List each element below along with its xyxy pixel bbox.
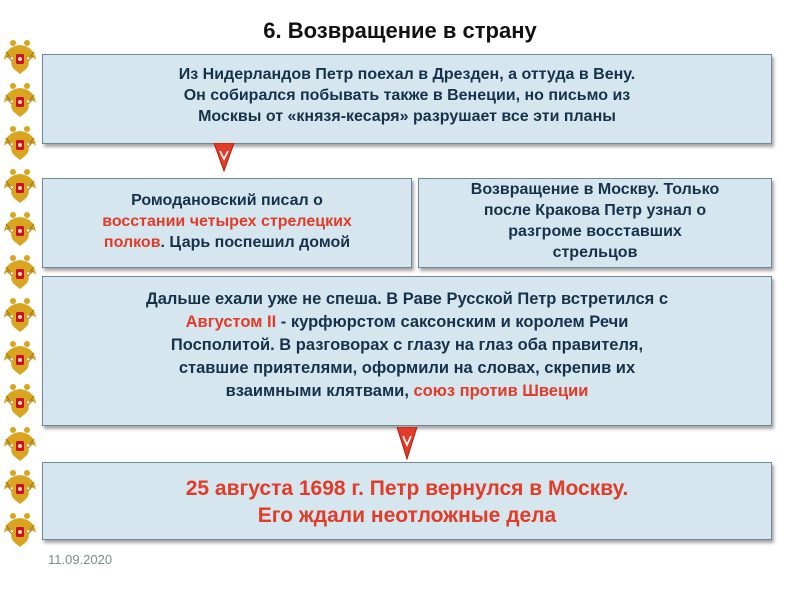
highlight-regiments: полков: [103, 234, 161, 251]
text-block-return-moscow: [418, 178, 772, 268]
block3-line: после Кракова Петр узнал о: [483, 202, 707, 219]
block5-line: 25 августа 1698 г. Петр вернулся в Москву.: [185, 477, 629, 500]
russian-eagle-icon: [2, 337, 38, 377]
block4-line-rest: - курфюрстом саксонским и королем Речи: [276, 313, 629, 331]
block3-line: Возвращение в Москву. Только: [470, 181, 720, 198]
russian-eagle-icon: [2, 165, 38, 205]
block1-line: Москвы от «князя-кесаря» разрушает все эти планы: [198, 108, 616, 125]
block5-line: Его ждали неотложные дела: [257, 504, 557, 527]
block1-line: Он собирался побывать также в Венеции, но письмо из: [183, 87, 631, 104]
highlight-uprising: восстании четырех стрелецких: [102, 213, 352, 230]
block3-line: разгроме восставших: [508, 223, 682, 240]
block4-line: Посполитой. В разговорах с глазу на глаз оба правителя,: [170, 336, 644, 354]
block2-line: Ромодановский писал о: [131, 192, 323, 209]
block3-line: стрельцов: [552, 244, 638, 261]
russian-eagle-icon: [2, 294, 38, 334]
block4-line: Дальше ехали уже не спеша. В Раве Русской Петр встретился с: [145, 290, 669, 308]
down-arrow-icon: [395, 427, 419, 461]
text-block-augustus: [42, 276, 772, 426]
russian-eagle-icon: [2, 509, 38, 549]
down-arrow-icon: [212, 143, 236, 173]
highlight-alliance: союз против Швеции: [413, 382, 589, 400]
russian-eagle-icon: [2, 423, 38, 463]
page-title: 6. Возвращение в страну: [263, 18, 537, 43]
russian-eagle-icon: [2, 122, 38, 162]
eagle-border: [2, 36, 40, 556]
block2-line-rest: . Царь поспешил домой: [160, 234, 351, 251]
text-block-dresden-vienna: [42, 54, 772, 144]
russian-eagle-icon: [2, 466, 38, 506]
text-block-romodanovsky: [42, 178, 412, 268]
footer-date: 11.09.2020: [48, 552, 113, 567]
text-block-return-date: [42, 462, 772, 540]
russian-eagle-icon: [2, 36, 38, 76]
highlight-augustus: Августом II: [185, 313, 277, 331]
russian-eagle-icon: [2, 251, 38, 291]
block4-line-start: взаимными клятвами,: [225, 382, 414, 400]
russian-eagle-icon: [2, 380, 38, 420]
russian-eagle-icon: [2, 79, 38, 119]
block1-line: Из Нидерландов Петр поехал в Дрезден, а оттуда в Вену.: [178, 66, 636, 83]
russian-eagle-icon: [2, 208, 38, 248]
block4-line: ставшие приятелями, оформили на словах, скрепив их: [178, 359, 636, 377]
